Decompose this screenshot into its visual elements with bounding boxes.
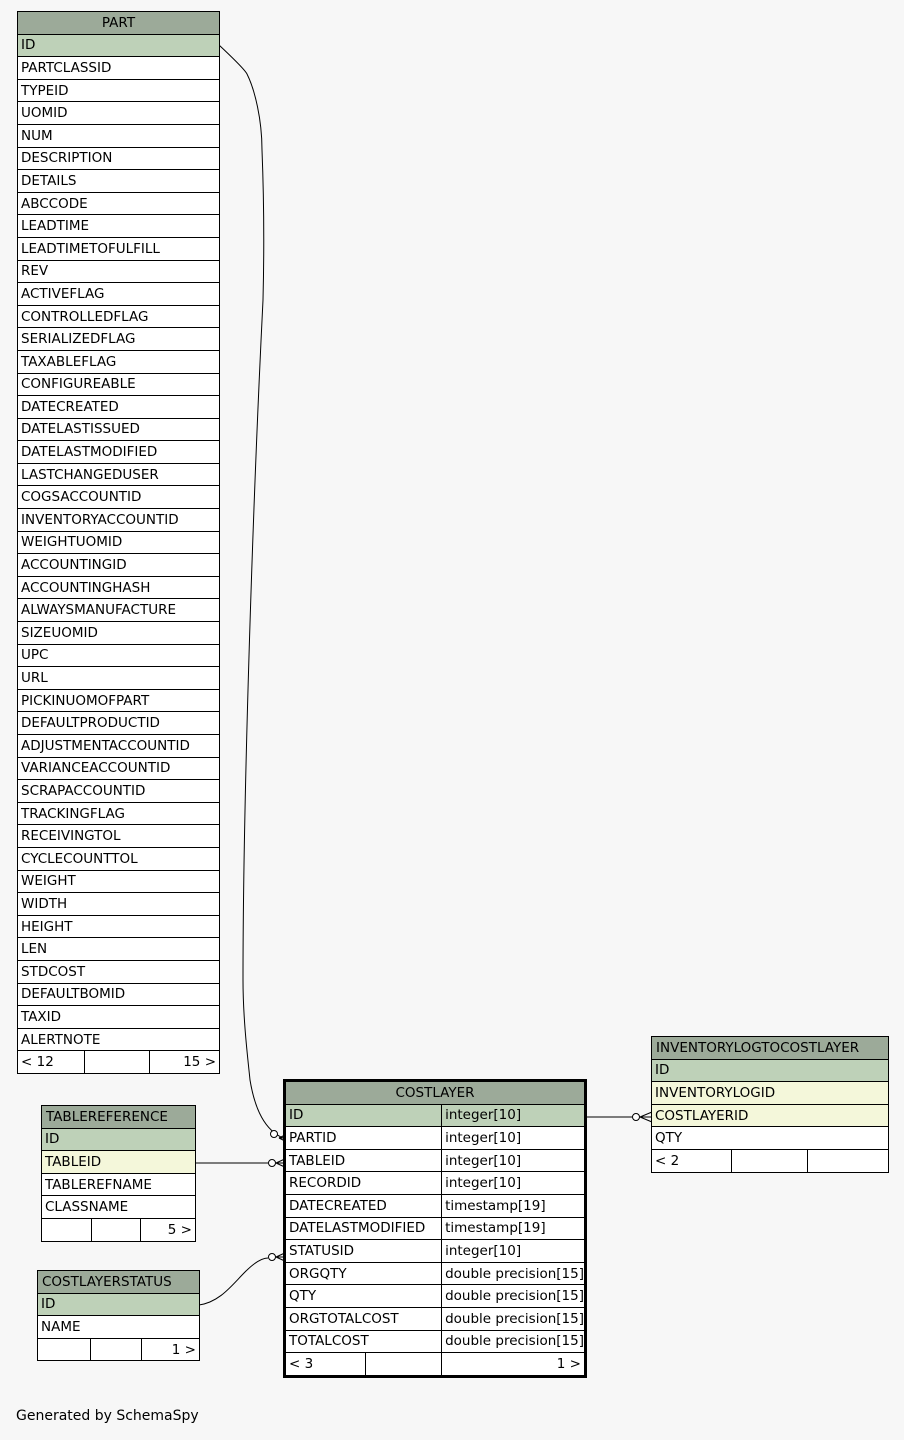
table-costlayer[interactable] [285, 1081, 585, 1376]
column-name: NUM [18, 124, 220, 147]
column-row[interactable] [18, 350, 220, 373]
column-name: ID [42, 1128, 196, 1151]
column-row[interactable] [652, 1104, 889, 1127]
column-name: CLASSNAME [42, 1196, 196, 1219]
column-row[interactable] [286, 1172, 585, 1195]
column-row[interactable] [18, 802, 220, 825]
table-title: INVENTORYLOGTOCOSTLAYER [652, 1037, 889, 1060]
column-name: SCRAPACCOUNTID [18, 780, 220, 803]
column-row[interactable] [18, 825, 220, 848]
column-row[interactable] [286, 1330, 585, 1353]
footer-parents-count: < 12 [18, 1051, 85, 1074]
column-row[interactable] [42, 1173, 196, 1196]
footer-spacer [91, 1218, 141, 1241]
column-name: PICKINUOMOFPART [18, 689, 220, 712]
column-name: SIZEUOMID [18, 622, 220, 645]
column-name: WEIGHTUOMID [18, 531, 220, 554]
column-row[interactable] [652, 1127, 889, 1150]
table-costlayerstatus[interactable] [37, 1270, 200, 1361]
column-row[interactable] [286, 1217, 585, 1240]
edge-costlayerstatus-costlayer [199, 1258, 268, 1305]
column-name: QTY [652, 1127, 889, 1150]
column-name: ORGTOTALCOST [286, 1307, 442, 1330]
column-type: double precision[15] [442, 1307, 585, 1330]
column-name: DATECREATED [286, 1194, 442, 1217]
table-header-row [42, 1106, 196, 1129]
column-row[interactable] [18, 215, 220, 238]
column-row[interactable] [18, 960, 220, 983]
column-row[interactable] [286, 1104, 585, 1127]
column-name: TABLEID [42, 1151, 196, 1174]
column-row[interactable] [18, 576, 220, 599]
column-name: QTY [286, 1285, 442, 1308]
column-name: PARTID [286, 1127, 442, 1150]
column-name: COSTLAYERID [652, 1104, 889, 1127]
column-row[interactable] [18, 531, 220, 554]
table-tablereference[interactable] [41, 1105, 196, 1242]
column-row[interactable] [652, 1082, 889, 1105]
column-row[interactable] [18, 780, 220, 803]
column-row[interactable] [18, 1006, 220, 1029]
column-type: integer[10] [442, 1172, 585, 1195]
column-row[interactable] [18, 622, 220, 645]
column-name: ID [38, 1293, 200, 1316]
column-row[interactable] [18, 735, 220, 758]
column-name: ADJUSTMENTACCOUNTID [18, 735, 220, 758]
column-name: ID [286, 1104, 442, 1127]
column-name: ALERTNOTE [18, 1028, 220, 1051]
column-row[interactable] [286, 1262, 585, 1285]
column-name: DATECREATED [18, 396, 220, 419]
column-row[interactable] [18, 124, 220, 147]
footer-children-count [807, 1149, 888, 1172]
footer-spacer [90, 1338, 141, 1361]
column-row[interactable] [18, 305, 220, 328]
footer-children-count: 1 > [442, 1353, 585, 1376]
table-title: PART [18, 12, 220, 35]
column-name: DEFAULTBOMID [18, 983, 220, 1006]
column-name: TAXABLEFLAG [18, 350, 220, 373]
footer-children-count: 15 > [149, 1051, 219, 1074]
column-name: DESCRIPTION [18, 147, 220, 170]
column-name: SERIALIZEDFLAG [18, 328, 220, 351]
column-name: TAXID [18, 1006, 220, 1029]
column-row[interactable] [652, 1059, 889, 1082]
column-row[interactable] [18, 463, 220, 486]
column-name: URL [18, 667, 220, 690]
footer-spacer [731, 1149, 807, 1172]
footer-parents-count [42, 1218, 92, 1241]
column-name: LEN [18, 938, 220, 961]
footer-spacer [366, 1353, 442, 1376]
column-name: UOMID [18, 102, 220, 125]
column-name: RECEIVINGTOL [18, 825, 220, 848]
column-row[interactable] [18, 260, 220, 283]
table-part[interactable] [17, 11, 220, 1074]
column-row[interactable] [42, 1196, 196, 1219]
column-row[interactable] [18, 192, 220, 215]
column-name: RECORDID [286, 1172, 442, 1195]
column-row[interactable] [18, 599, 220, 622]
column-row[interactable] [18, 712, 220, 735]
column-row[interactable] [18, 870, 220, 893]
column-row[interactable] [286, 1149, 585, 1172]
table-header-row [286, 1082, 585, 1105]
column-row[interactable] [18, 689, 220, 712]
column-name: PARTCLASSID [18, 57, 220, 80]
column-name: LEADTIMETOFULFILL [18, 237, 220, 260]
column-row[interactable] [286, 1307, 585, 1330]
column-name: LASTCHANGEDUSER [18, 463, 220, 486]
column-row[interactable] [286, 1240, 585, 1263]
column-name: TABLEID [286, 1149, 442, 1172]
footer-children-count: 1 > [141, 1338, 199, 1361]
column-type: integer[10] [442, 1149, 585, 1172]
column-row[interactable] [286, 1127, 585, 1150]
column-row[interactable] [38, 1293, 200, 1316]
column-name: UPC [18, 644, 220, 667]
column-name: DATELASTISSUED [18, 418, 220, 441]
column-name: ALWAYSMANUFACTURE [18, 599, 220, 622]
column-type: integer[10] [442, 1104, 585, 1127]
column-name: COGSACCOUNTID [18, 486, 220, 509]
column-row[interactable] [18, 983, 220, 1006]
column-row[interactable] [18, 938, 220, 961]
column-name: DETAILS [18, 170, 220, 193]
column-row[interactable] [18, 328, 220, 351]
column-row[interactable] [18, 170, 220, 193]
footer-parents-count: < 3 [286, 1353, 366, 1376]
edge-marker-circle [269, 1254, 276, 1261]
column-name: HEIGHT [18, 915, 220, 938]
column-name: ID [652, 1059, 889, 1082]
column-name: WEIGHT [18, 870, 220, 893]
column-name: CYCLECOUNTTOL [18, 847, 220, 870]
column-name: TYPEID [18, 79, 220, 102]
column-row[interactable] [18, 79, 220, 102]
footer-parents-count [38, 1338, 91, 1361]
footer-spacer [85, 1051, 149, 1074]
column-row[interactable] [18, 283, 220, 306]
column-row[interactable] [18, 757, 220, 780]
column-name: DATELASTMODIFIED [286, 1217, 442, 1240]
column-name: STDCOST [18, 960, 220, 983]
column-name: NAME [38, 1316, 200, 1339]
table-footer-row [652, 1149, 889, 1172]
column-row[interactable] [18, 486, 220, 509]
edge-part-costlayer [219, 45, 283, 1138]
column-row[interactable] [18, 57, 220, 80]
column-row[interactable] [18, 644, 220, 667]
column-row[interactable] [18, 147, 220, 170]
table-title: TABLEREFERENCE [42, 1106, 196, 1129]
edge-marker-circle [271, 1131, 278, 1138]
column-name: ACCOUNTINGID [18, 554, 220, 577]
column-type: integer[10] [442, 1240, 585, 1263]
table-footer-row [42, 1218, 196, 1241]
table-footer-row [38, 1338, 200, 1361]
column-name: STATUSID [286, 1240, 442, 1263]
column-row[interactable] [18, 509, 220, 532]
column-row[interactable] [18, 396, 220, 419]
column-row[interactable] [18, 554, 220, 577]
column-name: TABLEREFNAME [42, 1173, 196, 1196]
column-type: double precision[15] [442, 1262, 585, 1285]
column-name: WIDTH [18, 893, 220, 916]
column-name: INVENTORYLOGID [652, 1082, 889, 1105]
column-row[interactable] [18, 1028, 220, 1051]
column-name: TRACKINGFLAG [18, 802, 220, 825]
table-footer-row [286, 1353, 585, 1376]
column-row[interactable] [18, 847, 220, 870]
column-row[interactable] [18, 893, 220, 916]
column-row[interactable] [18, 915, 220, 938]
column-name: ABCCODE [18, 192, 220, 215]
table-inventorylogtocostlayer[interactable] [651, 1036, 889, 1173]
column-type: double precision[15] [442, 1330, 585, 1353]
edge-marker-circle [633, 1114, 640, 1121]
column-row[interactable] [18, 237, 220, 260]
table-header-row [18, 12, 220, 35]
table-footer-row [18, 1051, 220, 1074]
column-row[interactable] [18, 34, 220, 57]
column-type: double precision[15] [442, 1285, 585, 1308]
column-row[interactable] [18, 373, 220, 396]
table-title: COSTLAYERSTATUS [38, 1271, 200, 1294]
column-name: ID [18, 34, 220, 57]
column-row[interactable] [286, 1285, 585, 1308]
edge-marker-circle [269, 1160, 276, 1167]
column-name: DEFAULTPRODUCTID [18, 712, 220, 735]
footer-children-count: 5 > [141, 1218, 196, 1241]
column-row[interactable] [42, 1128, 196, 1151]
column-name: VARIANCEACCOUNTID [18, 757, 220, 780]
column-type: timestamp[19] [442, 1194, 585, 1217]
column-type: integer[10] [442, 1127, 585, 1150]
column-name: ORGQTY [286, 1262, 442, 1285]
column-type: timestamp[19] [442, 1217, 585, 1240]
generated-by-footer: Generated by SchemaSpy [16, 1408, 199, 1424]
column-name: INVENTORYACCOUNTID [18, 509, 220, 532]
column-row[interactable] [18, 667, 220, 690]
column-name: REV [18, 260, 220, 283]
table-title: COSTLAYER [286, 1082, 585, 1105]
table-header-row [652, 1037, 889, 1060]
table-header-row [38, 1271, 200, 1294]
column-row[interactable] [42, 1151, 196, 1174]
column-name: LEADTIME [18, 215, 220, 238]
footer-parents-count: < 2 [652, 1149, 732, 1172]
column-name: TOTALCOST [286, 1330, 442, 1353]
column-name: CONTROLLEDFLAG [18, 305, 220, 328]
column-name: DATELASTMODIFIED [18, 441, 220, 464]
column-name: CONFIGUREABLE [18, 373, 220, 396]
column-row[interactable] [38, 1316, 200, 1339]
column-row[interactable] [18, 418, 220, 441]
column-name: ACTIVEFLAG [18, 283, 220, 306]
column-row[interactable] [18, 102, 220, 125]
column-row[interactable] [18, 441, 220, 464]
column-row[interactable] [286, 1194, 585, 1217]
column-name: ACCOUNTINGHASH [18, 576, 220, 599]
